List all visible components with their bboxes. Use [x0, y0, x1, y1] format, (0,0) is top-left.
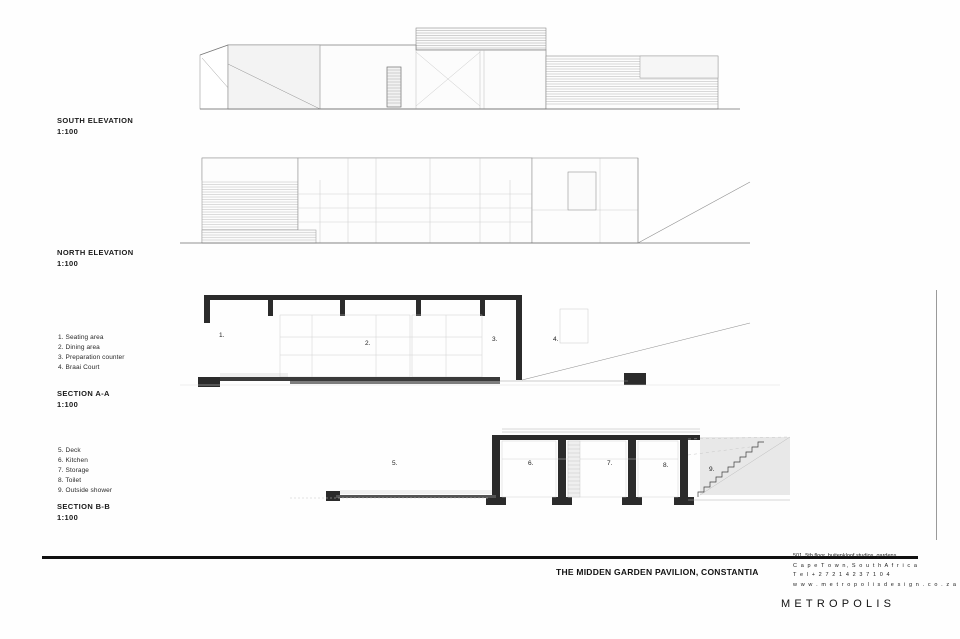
section-aa-label — [57, 388, 110, 411]
marker-9: 9. — [709, 466, 715, 473]
address-line-2: C a p e T o w n, S o u t h A f r i c a — [793, 562, 919, 569]
section-aa-scale: 1:100 — [57, 400, 79, 410]
legend-b-item-8: 8. Toilet — [58, 477, 82, 485]
marker-6: 6. — [528, 460, 534, 467]
marker-5: 5. — [392, 460, 398, 467]
legend-b-item-7: 7. Storage — [58, 467, 89, 475]
marker-7: 7. — [607, 460, 613, 467]
legend-a-item-2: 2. Dining area — [58, 344, 100, 352]
marker-2: 2. — [365, 340, 371, 347]
legend-a-item-3: 3. Preparation counter — [58, 354, 125, 362]
north-elevation-drawing — [180, 150, 780, 255]
legend-b-item-9: 9. Outside shower — [58, 487, 113, 495]
legend-section-bb — [58, 446, 112, 496]
address-line-3: T e l + 2 7 2 1 4 2 3 7 1 0 4 — [793, 572, 891, 579]
address-line-4: w w w . m e t r o p o l i s d e s i g n . c o . z a — [793, 581, 957, 588]
marker-3: 3. — [492, 336, 498, 343]
south-elevation-title: SOUTH ELEVATION — [57, 116, 134, 125]
practice-address — [793, 552, 957, 591]
legend-section-aa — [58, 333, 125, 373]
project-title: THE MIDDEN GARDEN PAVILION, CONSTANTIA — [556, 567, 759, 577]
south-elevation-label — [57, 115, 133, 138]
section-bb-title: SECTION B-B — [57, 502, 111, 511]
footer-divider — [42, 556, 918, 559]
south-elevation-drawing — [180, 14, 780, 124]
north-elevation-scale: 1:100 — [57, 259, 79, 269]
marker-1: 1. — [219, 332, 225, 339]
north-elevation-label — [57, 247, 134, 270]
section-aa-title: SECTION A-A — [57, 389, 110, 398]
marker-4: 4. — [553, 336, 559, 343]
legend-a-item-1: 1. Seating area — [58, 334, 104, 341]
sheet-edge-rule — [936, 290, 937, 540]
address-line-1: 501, 5th floor, buitenkloof studios, gardens, — [793, 553, 898, 559]
legend-b-item-5: 5. Deck — [58, 447, 81, 454]
section-bb-label — [57, 501, 110, 524]
section-bb-scale: 1:100 — [57, 513, 79, 523]
practice-logo: METROPOLIS — [781, 598, 896, 610]
section-bb-drawing — [280, 425, 820, 520]
legend-b-item-6: 6. Kitchen — [58, 457, 88, 465]
marker-8: 8. — [663, 462, 669, 469]
south-elevation-scale: 1:100 — [57, 127, 79, 137]
legend-a-item-4: 4. Braai Court — [58, 364, 100, 372]
section-aa-drawing — [180, 285, 780, 395]
north-elevation-title: NORTH ELEVATION — [57, 248, 134, 257]
